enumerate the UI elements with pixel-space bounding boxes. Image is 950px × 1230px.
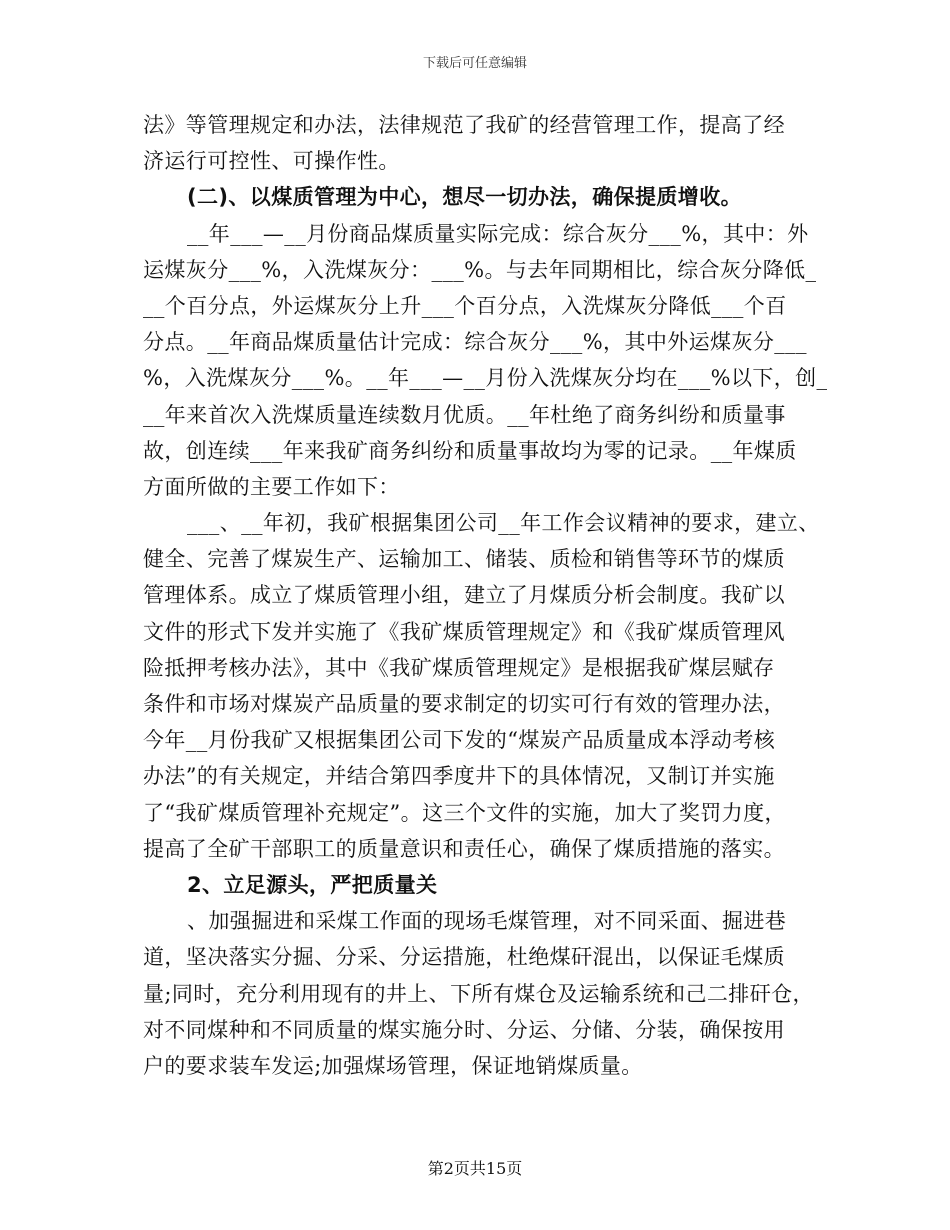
text-line: 了“我矿煤质管理补充规定”。这三个文件的实施，加大了奖罚力度，	[143, 800, 786, 825]
text-line: 户的要求装车发运;加强煤场管理，保证地销煤质量。	[143, 1053, 643, 1078]
text-line: __年___—__月份商品煤质量实际完成：综合灰分___%，其中：外	[187, 221, 809, 246]
text-line: 济运行可控性、可操作性。	[143, 149, 400, 174]
text-line: 管理体系。成立了煤质管理小组，建立了月煤质分析会制度。我矿以	[143, 583, 785, 608]
text-line: 分点。__年商品煤质量估计完成：综合灰分___%，其中外运煤灰分___	[143, 330, 807, 355]
text-line: 方面所做的主要工作如下：	[143, 474, 400, 499]
text-line: 、加强掘进和采煤工作面的现场毛煤管理，对不同采面、掘进巷	[187, 909, 787, 934]
text-line: 法》等管理规定和办法，法律规范了我矿的经营管理工作，提高了经	[143, 113, 785, 137]
text-line: 今年__月份我矿又根据集团公司下发的“煤炭产品质量成本浮动考核	[143, 728, 776, 753]
page-header: 下载后可任意编辑	[422, 56, 527, 71]
document-body	[143, 107, 833, 1084]
text-line: 险抵押考核办法》，其中《我矿煤质管理规定》是根据我矿煤层赋存	[143, 655, 775, 680]
text-line: 量;同时，充分利用现有的井上、下所有煤仓及运输系统和己二排矸仓，	[143, 981, 814, 1006]
text-line: ___、__年初，我矿根据集团公司__年工作会议精神的要求，建立、	[187, 511, 820, 536]
text-line: %，入洗煤灰分___%。__年___—__月份入洗煤灰分均在___%以下，创_	[143, 366, 828, 391]
section-heading: 2、立足源头，严把质量关	[187, 872, 438, 897]
text-line: 提高了全矿干部职工的质量意识和责任心，确保了煤质措施的落实。	[143, 836, 785, 861]
text-line: 对不同煤种和不同质量的煤实施分时、分运、分储、分装，确保按用	[143, 1017, 785, 1042]
section-heading: (二)、以煤质管理为中心，想尽一切办法，确保提质增收。	[187, 185, 742, 210]
text-line: 健全、完善了煤炭生产、运输加工、储装、质检和销售等环节的煤质	[143, 547, 785, 572]
text-line: 办法”的有关规定，并结合第四季度井下的具体情况，又制订并实施	[143, 764, 775, 789]
text-line: __个百分点，外运煤灰分上升___个百分点，入洗煤灰分降低___个百	[143, 293, 787, 318]
text-line: 运煤灰分___%，入洗煤灰分：___%。与去年同期相比，综合灰分降低_	[143, 257, 817, 282]
text-line: __年来首次入洗煤质量连续数月优质。__年杜绝了商务纠纷和质量事	[143, 402, 786, 427]
text-line: 故，创连续___年来我矿商务纠纷和质量事故均为零的记录。__年煤质	[143, 438, 797, 463]
text-line: 文件的形式下发并实施了《我矿煤质管理规定》和《我矿煤质管理风	[143, 619, 785, 644]
text-line: 条件和市场对煤炭产品质量的要求制定的切实可行有效的管理办法，	[143, 692, 785, 716]
text-line: 道，坚决落实分掘、分采、分运措施，杜绝煤矸混出，以保证毛煤质	[143, 945, 785, 970]
page-footer: 第2页共15页	[427, 1159, 523, 1178]
